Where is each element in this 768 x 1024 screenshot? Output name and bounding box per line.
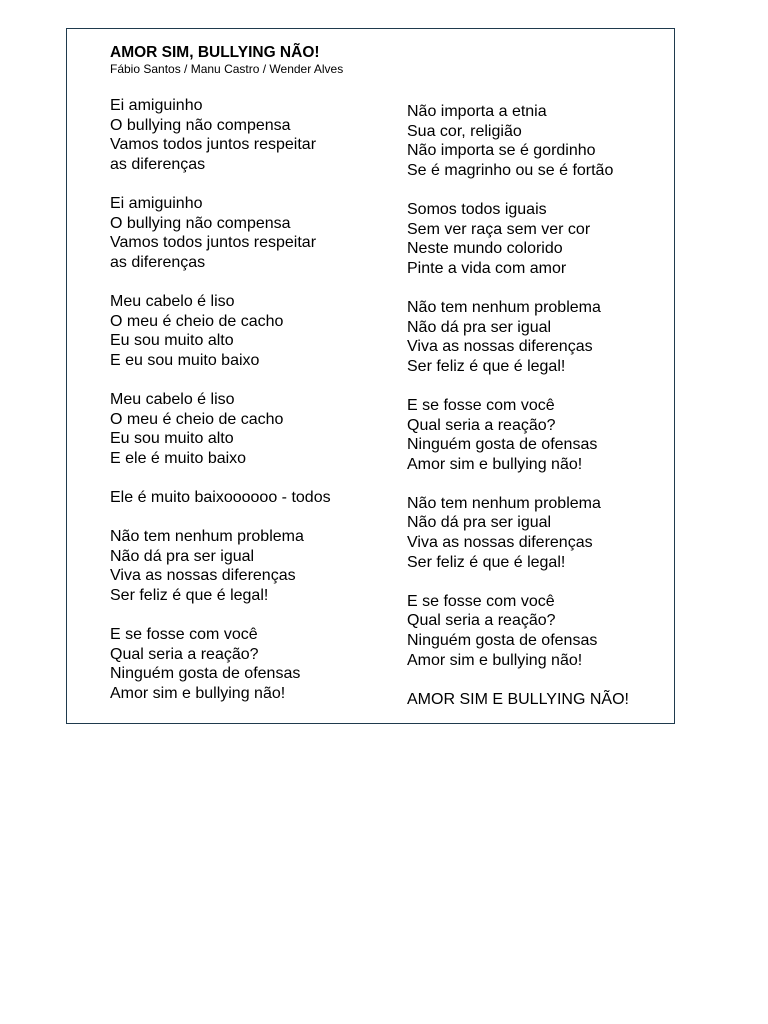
- lyric-line: Não importa a etnia: [407, 103, 547, 120]
- lyrics-stanza: [407, 690, 677, 710]
- lyric-line: Amor sim e bullying não!: [407, 651, 583, 669]
- lyrics-stanza: [110, 625, 380, 703]
- lyrics-stanza: [407, 494, 677, 572]
- lyric-line: Qual seria a reação?: [407, 612, 556, 630]
- lyric-line: Ser feliz é que é legal!: [407, 357, 566, 375]
- lyric-line: AMOR SIM E BULLYING NÃO!: [407, 690, 629, 708]
- lyric-line: Ninguém gosta de ofensas: [110, 665, 301, 683]
- lyric-line: Eu sou muito alto: [110, 430, 234, 448]
- lyric-line: Ei amiguinho: [110, 194, 203, 212]
- lyric-line: Ser feliz é que é legal!: [407, 553, 566, 571]
- song-title: AMOR SIM, BULLYING NÃO!: [110, 44, 320, 61]
- lyric-line: Não dá pra ser igual: [407, 514, 552, 532]
- lyrics-column-right: [407, 102, 677, 729]
- lyric-line: O meu é cheio de cacho: [110, 312, 284, 330]
- lyric-line: Ele é muito baixoooooo - todos: [110, 488, 331, 506]
- lyric-line: Viva as nossas diferenças: [110, 567, 296, 585]
- lyric-line: Eu sou muito alto: [110, 332, 234, 350]
- lyric-line: Neste mundo colorido: [407, 240, 563, 258]
- lyric-line: Somos todos iguais: [407, 200, 547, 218]
- lyric-line: O meu é cheio de cacho: [110, 410, 284, 428]
- lyric-line: E se fosse com você: [110, 626, 258, 644]
- lyrics-column-left: [110, 96, 380, 723]
- lyric-line: E se fosse com você: [407, 592, 555, 610]
- lyric-line: Amor sim e bullying não!: [110, 684, 286, 702]
- lyric-line: Não dá pra ser igual: [110, 547, 255, 565]
- lyric-line: Vamos todos juntos respeitar: [110, 234, 317, 252]
- lyrics-stanza: [407, 102, 677, 180]
- lyrics-stanza: [110, 194, 380, 272]
- lyric-line: Sua cor, religião: [407, 122, 522, 140]
- lyrics-stanza: [407, 200, 677, 278]
- lyric-line: Não tem nenhum problema: [407, 298, 601, 316]
- lyrics-stanza: [407, 592, 677, 670]
- lyric-line: Não tem nenhum problema: [110, 528, 304, 546]
- lyrics-stanza: [407, 396, 677, 474]
- lyric-line: Sem ver raça sem ver cor: [407, 220, 591, 238]
- song-authors: Fábio Santos / Manu Castro / Wender Alves: [110, 62, 344, 76]
- lyrics-stanza: [110, 292, 380, 370]
- lyric-line: E ele é muito baixo: [110, 449, 247, 467]
- lyric-line: Não dá pra ser igual: [407, 318, 552, 336]
- lyric-line: Amor sim e bullying não!: [407, 455, 583, 473]
- lyrics-stanza: [110, 96, 380, 174]
- lyric-line: Ninguém gosta de ofensas: [407, 632, 598, 650]
- lyric-line: O bullying não compensa: [110, 214, 291, 232]
- lyrics-stanza: [110, 527, 380, 605]
- lyric-line: Ei amiguinho: [110, 97, 203, 114]
- lyric-line: Ser feliz é que é legal!: [110, 586, 269, 604]
- lyric-line: Se é magrinho ou se é fortão: [407, 161, 614, 179]
- lyric-line: O bullying não compensa: [110, 116, 291, 134]
- lyric-line: E se fosse com você: [407, 396, 555, 414]
- lyric-line: Pinte a vida com amor: [407, 259, 567, 277]
- lyric-line: Meu cabelo é liso: [110, 390, 235, 408]
- lyrics-stanza: [407, 298, 677, 376]
- lyric-line: Não tem nenhum problema: [407, 494, 601, 512]
- lyric-line: Qual seria a reação?: [110, 645, 259, 663]
- lyric-line: Ninguém gosta de ofensas: [407, 436, 598, 454]
- lyric-line: Qual seria a reação?: [407, 416, 556, 434]
- lyric-line: Viva as nossas diferenças: [407, 338, 593, 356]
- lyric-line: Viva as nossas diferenças: [407, 534, 593, 552]
- lyric-line: Vamos todos juntos respeitar: [110, 136, 317, 154]
- lyric-line: Meu cabelo é liso: [110, 292, 235, 310]
- lyrics-stanza: [110, 488, 380, 508]
- lyric-line: as diferenças: [110, 253, 206, 271]
- lyric-line: Não importa se é gordinho: [407, 142, 596, 160]
- lyrics-sheet: [66, 28, 675, 724]
- lyric-line: as diferenças: [110, 155, 206, 173]
- lyrics-stanza: [110, 390, 380, 468]
- lyric-line: E eu sou muito baixo: [110, 351, 260, 369]
